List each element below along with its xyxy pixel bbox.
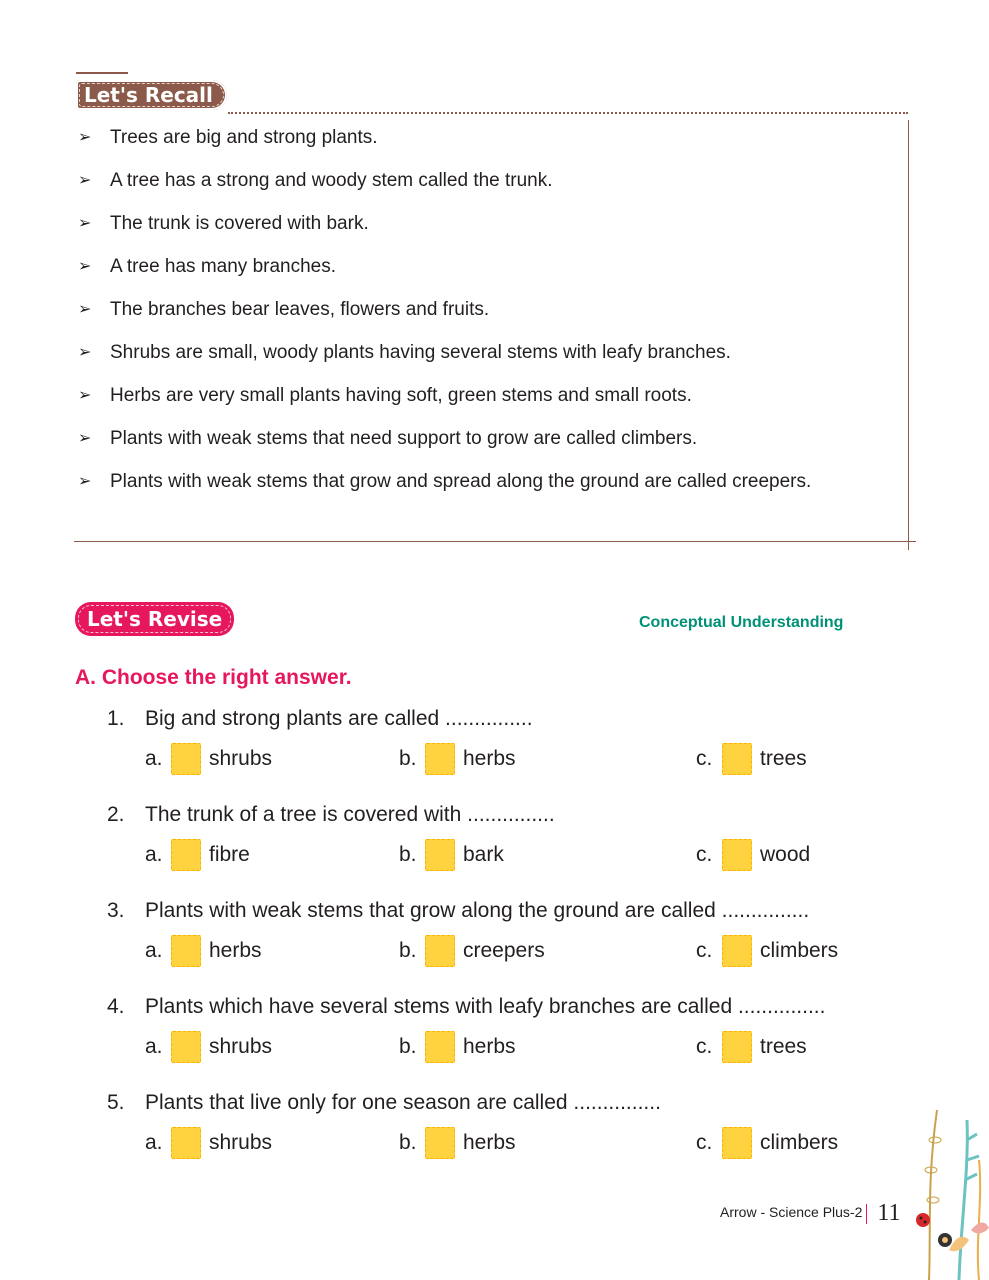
arrow-bullet-icon: ➢ bbox=[78, 344, 92, 361]
revise-heading: Let's Revise bbox=[75, 602, 234, 636]
page-footer bbox=[720, 1200, 901, 1227]
footer-separator bbox=[866, 1204, 867, 1224]
question-number: 1. bbox=[107, 707, 125, 730]
arrow-bullet-icon: ➢ bbox=[78, 473, 92, 490]
option-b[interactable]: b. herbs bbox=[399, 1126, 516, 1160]
recall-point: ➢ The branches bear leaves, flowers and fruits. bbox=[76, 296, 876, 324]
recall-point: ➢ Herbs are very small plants having soft, green stems and small roots. bbox=[76, 382, 876, 410]
option-a[interactable]: a. herbs bbox=[145, 934, 262, 968]
answer-box[interactable] bbox=[425, 743, 455, 775]
recall-heading: Let's Recall bbox=[76, 80, 227, 110]
option-c[interactable]: c. wood bbox=[696, 838, 810, 872]
question-text: Plants which have several stems with leafy branches are called ............... bbox=[145, 995, 826, 1018]
answer-box[interactable] bbox=[722, 743, 752, 775]
option-b[interactable]: b. bark bbox=[399, 838, 504, 872]
arrow-bullet-icon: ➢ bbox=[78, 215, 92, 232]
option-a[interactable]: a. shrubs bbox=[145, 1030, 272, 1064]
recall-list bbox=[76, 124, 876, 511]
answer-box[interactable] bbox=[171, 743, 201, 775]
answer-box[interactable] bbox=[171, 935, 201, 967]
recall-bottom-rule bbox=[74, 541, 916, 542]
answer-box[interactable] bbox=[425, 935, 455, 967]
recall-point: ➢ Trees are big and strong plants. bbox=[76, 124, 876, 152]
question-text: Plants that live only for one season are called ............... bbox=[145, 1091, 661, 1114]
answer-box[interactable] bbox=[722, 839, 752, 871]
recall-point: ➢ The trunk is covered with bark. bbox=[76, 210, 876, 238]
answer-box[interactable] bbox=[171, 839, 201, 871]
options-row bbox=[107, 1126, 907, 1166]
section-a-heading: A. Choose the right answer. bbox=[75, 666, 352, 689]
question-text: Big and strong plants are called ............... bbox=[145, 707, 533, 730]
recall-point: ➢ Shrubs are small, woody plants having several stems with leafy branches. bbox=[76, 339, 876, 367]
question-number: 3. bbox=[107, 899, 125, 922]
plant-decoration-icon bbox=[909, 1100, 989, 1280]
question-5 bbox=[107, 1088, 907, 1166]
options-row bbox=[107, 1030, 907, 1070]
option-c[interactable]: c. climbers bbox=[696, 1126, 838, 1160]
answer-box[interactable] bbox=[425, 1127, 455, 1159]
page-number: 11 bbox=[877, 1200, 901, 1226]
answer-box[interactable] bbox=[722, 935, 752, 967]
option-c[interactable]: c. trees bbox=[696, 1030, 807, 1064]
option-c[interactable]: c. trees bbox=[696, 742, 807, 776]
question-number: 2. bbox=[107, 803, 125, 826]
option-b[interactable]: b. herbs bbox=[399, 742, 516, 776]
recall-point: ➢ A tree has a strong and woody stem called the trunk. bbox=[76, 167, 876, 195]
conceptual-understanding-label: Conceptual Understanding bbox=[639, 614, 844, 631]
options-row bbox=[107, 934, 907, 974]
recall-point: ➢ A tree has many branches. bbox=[76, 253, 876, 281]
options-row bbox=[107, 742, 907, 782]
arrow-bullet-icon: ➢ bbox=[78, 258, 92, 275]
question-number: 4. bbox=[107, 995, 125, 1018]
answer-box[interactable] bbox=[425, 1031, 455, 1063]
question-3 bbox=[107, 896, 907, 974]
answer-box[interactable] bbox=[171, 1127, 201, 1159]
answer-box[interactable] bbox=[722, 1127, 752, 1159]
question-4 bbox=[107, 992, 907, 1070]
question-text: Plants with weak stems that grow along the ground are called ............... bbox=[145, 899, 810, 922]
option-a[interactable]: a. shrubs bbox=[145, 1126, 272, 1160]
arrow-bullet-icon: ➢ bbox=[78, 301, 92, 318]
question-text: The trunk of a tree is covered with ............... bbox=[145, 803, 555, 826]
arrow-bullet-icon: ➢ bbox=[78, 129, 92, 146]
question-1 bbox=[107, 704, 907, 782]
recall-point: ➢ Plants with weak stems that need support to grow are called climbers. bbox=[76, 425, 876, 453]
recall-point: ➢ Plants with weak stems that grow and spread along the ground are called creepers. bbox=[76, 468, 876, 496]
arrow-bullet-icon: ➢ bbox=[78, 172, 92, 189]
option-a[interactable]: a. shrubs bbox=[145, 742, 272, 776]
option-a[interactable]: a. fibre bbox=[145, 838, 250, 872]
recall-dotted-rule bbox=[228, 112, 908, 114]
recall-top-rule bbox=[76, 72, 128, 74]
option-b[interactable]: b. creepers bbox=[399, 934, 545, 968]
arrow-bullet-icon: ➢ bbox=[78, 430, 92, 447]
question-number: 5. bbox=[107, 1091, 125, 1114]
answer-box[interactable] bbox=[722, 1031, 752, 1063]
book-title: Arrow - Science Plus-2 bbox=[720, 1204, 863, 1221]
option-c[interactable]: c. climbers bbox=[696, 934, 838, 968]
arrow-bullet-icon: ➢ bbox=[78, 387, 92, 404]
question-2 bbox=[107, 800, 907, 878]
answer-box[interactable] bbox=[171, 1031, 201, 1063]
answer-box[interactable] bbox=[425, 839, 455, 871]
option-b[interactable]: b. herbs bbox=[399, 1030, 516, 1064]
recall-vertical-rule bbox=[908, 120, 909, 550]
options-row bbox=[107, 838, 907, 878]
